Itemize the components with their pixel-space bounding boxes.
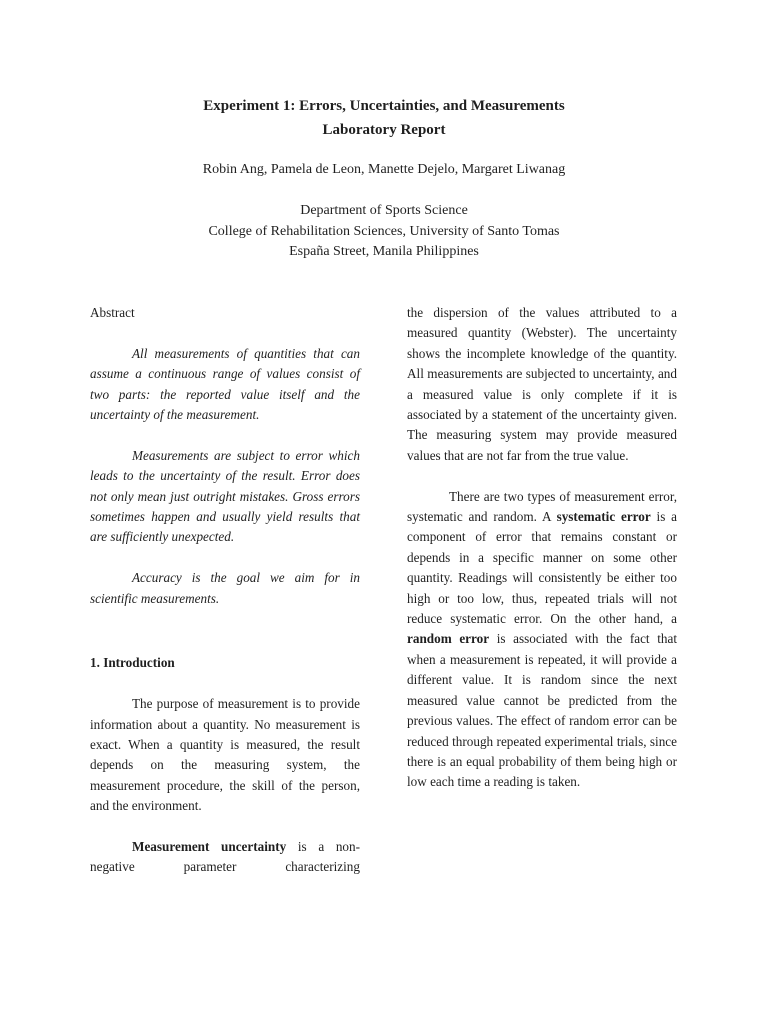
intro-paragraph-3 [407, 487, 677, 793]
paper-title-line1: Experiment 1: Errors, Uncertainties, and Measurements [203, 98, 565, 114]
section-heading-introduction: 1. Introduction [90, 655, 175, 671]
affiliation [0, 201, 768, 263]
abstract-label: Abstract [90, 305, 135, 320]
intro-p3-text-1: There are two types of measurement error, systematic and random. A [407, 488, 677, 525]
intro-paragraph-2-left-text: is a non-negative parameter characterizing [90, 839, 360, 875]
intro-p3-text-2: is a component of error that remains constant or depends in a specific manner on some other quantity. Readings will consistently be either too high or too low, thus, repeated trials will not reduce systematic error. On the other hand, a [407, 509, 678, 627]
term-systematic-error: systematic error [556, 509, 651, 525]
abstract-paragraph-3: Accuracy is the goal we aim for in scientific measurements. [90, 570, 360, 606]
affiliation-department: Department of Sports Science [300, 203, 468, 218]
paper-title-line2: Laboratory Report [322, 122, 446, 138]
author-list: Robin Ang, Pamela de Leon, Manette Dejelo, Margaret Liwanag [202, 162, 566, 177]
term-random-error: random error [407, 631, 490, 647]
paper-title [0, 94, 768, 142]
right-column [407, 303, 677, 793]
intro-p3-text-3: is associated with the fact that when a measurement is repeated, it will provide a different value. It is random since the next measured value cannot be predicted from the previous values. The effect of random error can be reduced through repeated experimental trials, since there is an equal probability of them being high or low each time a reading is taken. [407, 631, 677, 790]
term-measurement-uncertainty: Measurement uncertainty [132, 839, 287, 855]
left-column [90, 303, 360, 878]
intro-paragraph-2-start [90, 837, 360, 878]
affiliation-college: College of Rehabilitation Sciences, University of Santo Tomas [208, 223, 560, 239]
abstract-paragraph-1: All measurements of quantities that can assume a continuous range of values consist of two parts: the reported value itself and the uncertainty of the measurement. [90, 345, 360, 423]
affiliation-address: España Street, Manila Philippines [289, 244, 479, 259]
abstract-paragraph-2: Measurements are subject to error which leads to the uncertainty of the result. Error does not only mean just outright mistakes. Gross errors sometimes happen and usually yield results that are sufficiently unexpected. [90, 447, 360, 545]
intro-paragraph-2-continued: the dispersion of the values attributed to a measured quantity (Webster). The uncertainty shows the incomplete knowledge of the quantity. All measurements are subjected to uncertainty, and a measured value is only complete if it is associated by a statement of the uncertainty given. The measuring system may provide measured values that are not far from the true value. [407, 305, 677, 463]
intro-paragraph-1: The purpose of measurement is to provide information about a quantity. No measurement is exact. When a quantity is measured, the result depends on the measuring system, the measurement procedure, the skill of the person, and the environment. [90, 696, 360, 814]
